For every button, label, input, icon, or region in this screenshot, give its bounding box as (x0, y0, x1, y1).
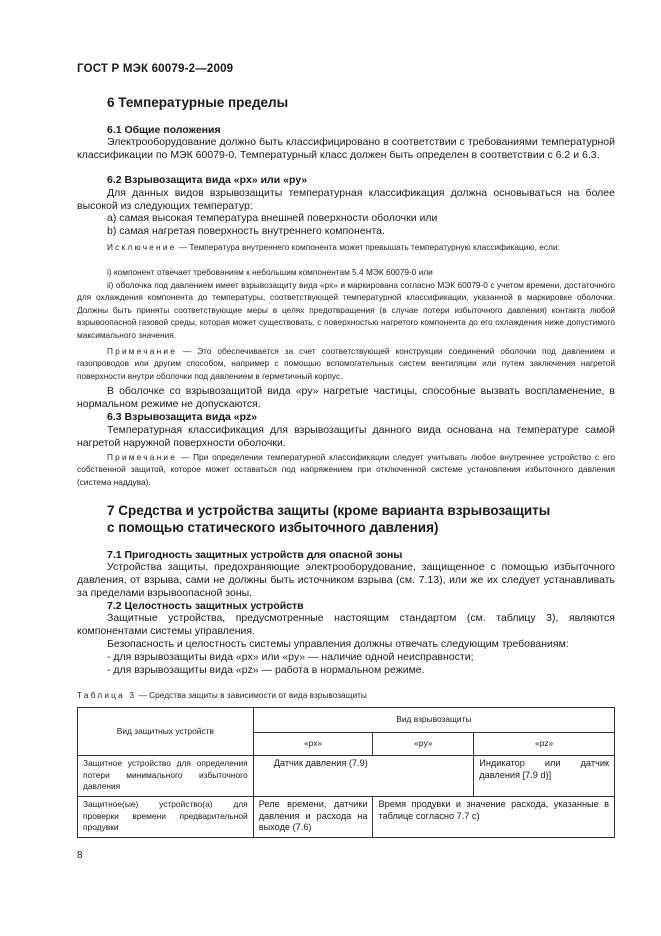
subsection-6-2-title: 6.2 Взрывозащита вида «px» или «py» (107, 174, 308, 186)
row-1-px-py: Датчик давления (7.9) (253, 756, 474, 797)
exception-item-i: i) компонент отвечает требованиям к небольшим компонентам 5.4 МЭК 60079-0 или (107, 267, 433, 277)
section-6-title: 6 Температурные пределы (107, 95, 289, 110)
table-caption-text: — Средства защиты в зависимости от вида взрывозащиты (136, 690, 367, 700)
note-2 (77, 451, 615, 488)
row-1-device: Защитное устройство для определения потери минимального избыточного давления (78, 756, 254, 797)
note-2-label: Примечание (107, 452, 178, 462)
subsection-6-2-text: Для данных видов взрывозащиты температурная классификация должна основываться на более высокой из следующих температур: (77, 187, 615, 213)
table-row (78, 797, 615, 838)
exception-item-ii: ii) оболочка под давлением имеет взрывозащиту вида «px» и маркирована согласно МЭК 60079-0 с учетом времени, достаточного для охлаждения компонента до температуры, соответствующей температурной классификации, указанной в маркировке оболочки. Должны быть приняты соответствующие меры в целях предотвращения (в случае потери избыточного давления) контакта любой взрывоопасной газовой среды, которая может существовать, с поверхностью нагретого компонента до его охлаждения ниже допустимого максимального значения. (77, 280, 615, 340)
section-7-title-line-1: 7 Средства и устройства защиты (кроме варианта взрывозащиты (107, 503, 551, 518)
header-protection-type: Вид взрывозащиты (253, 708, 614, 733)
note-1-label: Примечание (107, 346, 178, 356)
row-2-px: Реле времени, датчики давления и расхода на выходе (7.6) (253, 797, 373, 838)
table-row (78, 756, 615, 797)
note-1-text: — Это обеспечивается за счет соответствующей конструкции соединений оболочки под давлением и газопроводов или другим способом, например с помощью вспомогательных систем вентиляции или путем заключения нагретой поверхности внутри оболочки под давлением в герметичный корпус. (77, 346, 615, 381)
subsection-6-1-title: 6.1 Общие положения (107, 124, 221, 136)
requirement-item-2: - для взрывозащиты вида «pz» — работа в нормальном режиме. (107, 664, 425, 676)
row-1-pz: Индикатор или датчик давления [7.9 d)] (474, 756, 615, 797)
document-header: ГОСТ Р МЭК 60079-2—2009 (77, 63, 234, 75)
list-item-b: b) самая нагретая поверхность внутреннего компонента. (107, 225, 385, 237)
subsection-7-1-text: Устройства защиты, предохраняющие электрооборудование, защищенное с помощью избыточного давления, от взрыва, сами не должны быть источником взрыва (см. 7.13), или же их следует устанавливать за пределами взрывоопасной зоны. (77, 561, 615, 600)
header-pz: «pz» (474, 733, 615, 756)
table-caption-label: Таблица 3 (77, 690, 137, 700)
header-px: «px» (253, 733, 373, 756)
subsection-7-2-text-1: Защитные устройства, предусмотренные настоящим стандартом (см. таблицу 3), являются компонентами системы управления. (77, 612, 615, 638)
note-2-text: — При определении температурной классификации следует учитывать любое внутреннее устройство с его собственной защитой, которое может оставаться под напряжением при отключенной системе установления избыточного давления (система наддува). (77, 452, 615, 487)
exception-label: Исключение (107, 242, 177, 252)
list-item-a: а) самая высокая температура внешней поверхности оболочки или (107, 212, 438, 224)
table-caption (77, 689, 615, 701)
note-1 (77, 345, 615, 382)
subsection-7-2-title: 7.2 Целостность защитных устройств (107, 600, 304, 612)
row-2-device: Защитное(ые) устройство(а) для проверки времени предварительной продувки (78, 797, 254, 838)
row-2-py-pz: Время продувки и значение расхода, указанные в таблице согласно 7.7 с) (373, 797, 615, 838)
header-py: «py» (373, 733, 474, 756)
exception-text: — Температура внутреннего компонента может превышать температурную классификацию, если: (176, 242, 560, 252)
subsection-7-2-text-2: Безопасность и целостность системы управления должны отвечать следующим требованиям: (107, 638, 569, 650)
py-paragraph: В оболочке со взрывозащитой вида «py» нагретые частицы, способные вызвать воспламенение, в нормальном режиме не допускаются. (77, 385, 615, 411)
requirement-item-1: - для взрывозащиты вида «px» или «py» — наличие одной неисправности; (107, 651, 474, 663)
protection-means-table (77, 707, 615, 838)
subsection-6-3-title: 6.3 Взрывозащита вида «pz» (107, 411, 258, 423)
subsection-6-3-text: Температурная классификация для взрывозащиты данного вида основана на температуре самой нагретой наружной поверхности оболочки. (77, 424, 615, 450)
subsection-7-1-title: 7.1 Пригодность защитных устройств для опасной зоны (107, 549, 403, 561)
section-7-title-line-2: с помощью статического избыточного давления) (107, 520, 439, 535)
page-number: 8 (77, 850, 83, 861)
exception-paragraph (77, 241, 615, 253)
header-device-type: Вид защитных устройств (78, 708, 254, 756)
table-header-row (78, 708, 615, 733)
subsection-6-1-text: Электрооборудование должно быть классифицировано в соответствии с требованиями температурной классификации по МЭК 60079-0. Температурный класс должен быть определен в соответствии с 6.2 и 6.3. (77, 136, 615, 162)
